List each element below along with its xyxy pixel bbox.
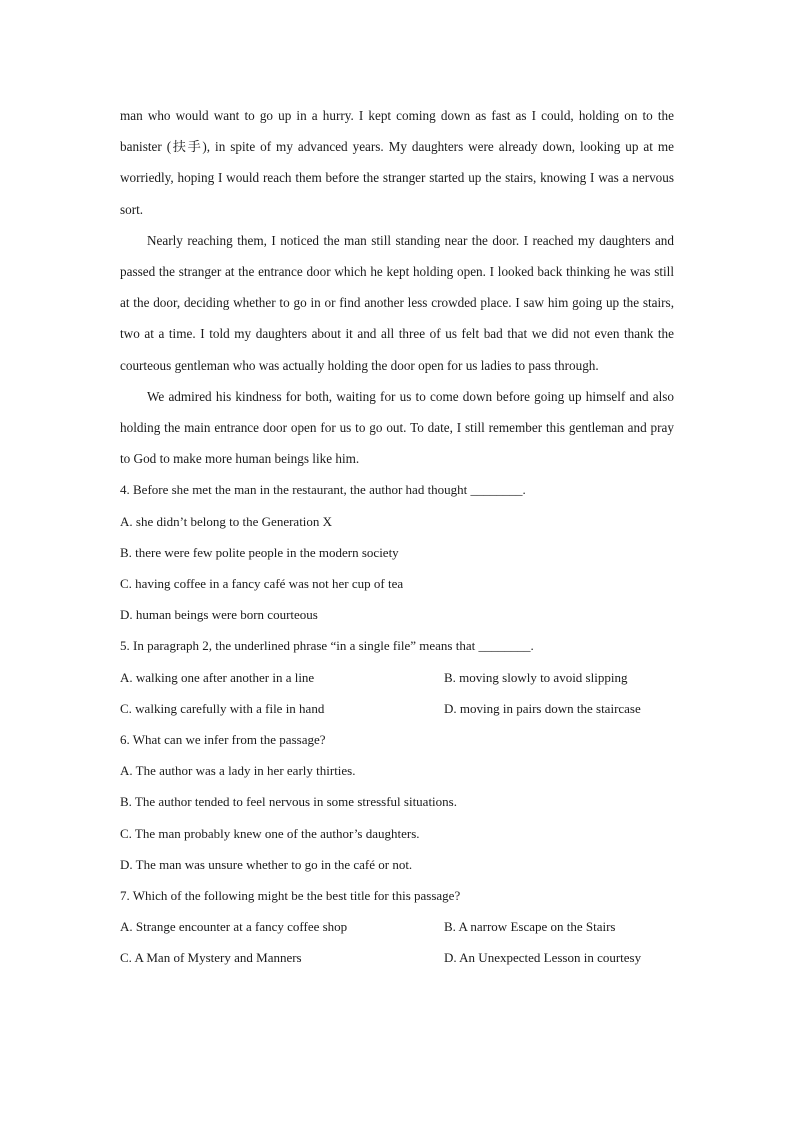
- option-d: D. human beings were born courteous: [120, 607, 318, 623]
- passage-paragraph: Nearly reaching them, I noticed the man still standing near the door. I reached my daughters and passed the stranger at the entrance door which he kept holding open. I looked back thinking he was still at the door, deciding whether to go in or find another less crowded place. I saw him going up the stairs, two at a time. I told my daughters about it and all three of us felt bad that we did not even thank the courteous gentleman who was actually holding the door open for us ladies to pass through.: [120, 232, 674, 373]
- option-row: [120, 942, 674, 973]
- question-5: [120, 630, 674, 724]
- option-b: B. there were few polite people in the modern society: [120, 544, 399, 560]
- option-c: C. A Man of Mystery and Manners: [120, 950, 302, 966]
- passage-paragraph: man who would want to go up in a hurry. I kept coming down as fast as I could, holding on to the banister (扶手), in spite of my advanced years. My daughters were already down, looking up at me worriedly, hoping I would reach them before the stranger started up the stairs, knowing I was a nervous sort.: [120, 108, 674, 217]
- option-d: D. An Unexpected Lesson in courtesy: [444, 950, 642, 966]
- option-d: D. The man was unsure whether to go in the café or not.: [120, 856, 413, 872]
- option-b: B. The author tended to feel nervous in some stressful situations.: [120, 794, 457, 810]
- option-c: C. walking carefully with a file in hand: [120, 700, 325, 716]
- option-b: B. moving slowly to avoid slipping: [444, 669, 628, 685]
- question-7: [120, 880, 674, 974]
- option-a: A. walking one after another in a line: [120, 669, 315, 685]
- option-row: [120, 911, 674, 942]
- question-6: [120, 724, 674, 880]
- option-c: C. The man probably knew one of the author’s daughters.: [120, 825, 420, 841]
- question-stem: 5. In paragraph 2, the underlined phrase “in a single file” means that ________.: [120, 638, 534, 654]
- option-b: B. A narrow Escape on the Stairs: [444, 919, 616, 935]
- question-stem: 6. What can we infer from the passage?: [120, 732, 326, 748]
- option-a: A. she didn’t belong to the Generation X: [120, 513, 333, 529]
- option-c: C. having coffee in a fancy café was not her cup of tea: [120, 576, 404, 592]
- option-row: [120, 662, 674, 693]
- option-a: A. The author was a lady in her early thirties.: [120, 763, 356, 779]
- option-a: A. Strange encounter at a fancy coffee shop: [120, 919, 348, 935]
- question-4: [120, 474, 674, 630]
- document-page: [120, 100, 674, 974]
- option-d: D. moving in pairs down the staircase: [444, 700, 641, 716]
- option-row: [120, 693, 674, 724]
- passage-paragraph: We admired his kindness for both, waiting for us to come down before going up himself and also holding the main entrance door open for us to go out. To date, I still remember this gentleman and pray to God to make more human beings like him.: [120, 388, 674, 467]
- question-stem: 4. Before she met the man in the restaurant, the author had thought ________.: [120, 482, 526, 498]
- question-stem: 7. Which of the following might be the best title for this passage?: [120, 888, 461, 904]
